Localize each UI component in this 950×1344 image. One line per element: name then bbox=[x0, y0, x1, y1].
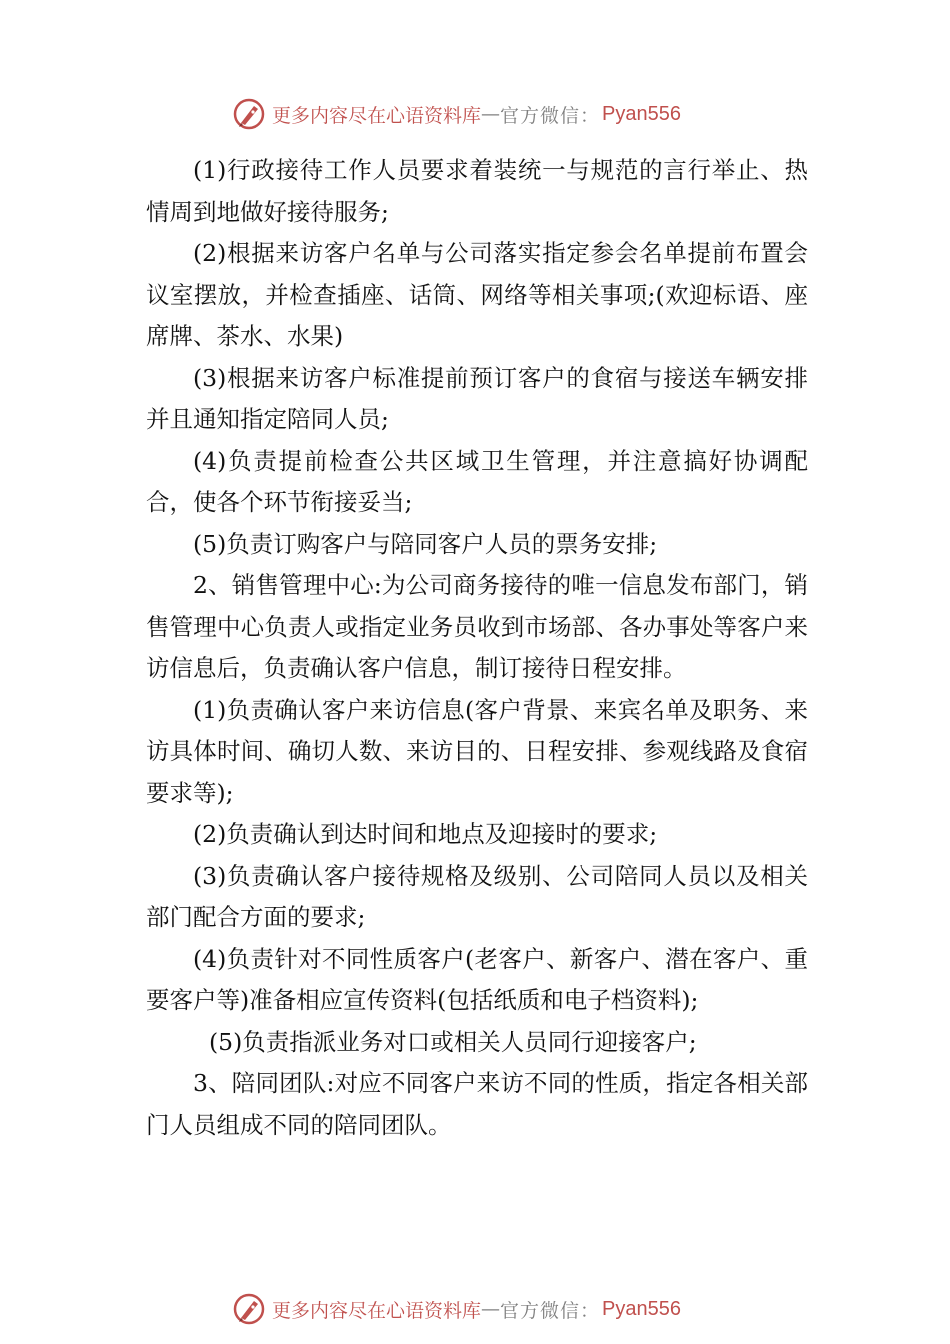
paragraph: (5)负责订购客户与陪同客户人员的票务安排; bbox=[193, 529, 658, 558]
paragraph: 3、陪同团队:对应不同客户来访不同的性质，指定各相关部门人员组成不同的陪同团队。 bbox=[146, 1069, 808, 1139]
paragraph: (3)根据来访客户标准提前预订客户的食宿与接送车辆安排并且通知指定陪同人员; bbox=[146, 363, 808, 433]
paragraph: (5)负责指派业务对口或相关人员同行迎接客户; bbox=[209, 1027, 697, 1056]
footer-separator: — bbox=[481, 1298, 501, 1320]
pen-logo-icon bbox=[232, 1292, 266, 1326]
paragraph: (4)负责针对不同性质客户(老客户、新客户、潜在客户、重要客户等)准备相应宣传资料(包括纸质和电子档资料); bbox=[146, 944, 808, 1014]
paragraph: (2)负责确认到达时间和地点及迎接时的要求; bbox=[193, 820, 658, 848]
footer-wechat-id: Pyan556 bbox=[602, 1297, 681, 1320]
paragraph: (2)根据来访客户名单与公司落实指定参会名单提前布置会议室摆放，并检查插座、话筒、网络等相关事项;(欢迎标语、座席牌、茶水、水果) bbox=[146, 239, 808, 350]
footer-brand-text: 更多内容尽在心语资料库 bbox=[272, 1299, 482, 1322]
header-separator: — bbox=[481, 103, 501, 125]
pen-logo-icon bbox=[232, 97, 266, 131]
footer-banner bbox=[232, 1291, 681, 1327]
paragraph: (1)行政接待工作人员要求着装统一与规范的言行举止、热情周到地做好接待服务; bbox=[146, 156, 808, 226]
document-body bbox=[146, 150, 808, 1146]
paragraph: (3)负责确认客户接待规格及级别、公司陪同人员以及相关部门配合方面的要求; bbox=[146, 861, 808, 931]
paragraph: 2、销售管理中心:为公司商务接待的唯一信息发布部门，销售管理中心负责人或指定业务员收到市场部、各办事处等客户来访信息后，负责确认客户信息，制订接待日程安排。 bbox=[146, 571, 808, 682]
paragraph: (1)负责确认客户来访信息(客户背景、来宾名单及职务、来访具体时间、确切人数、来访目的、日程安排、参观线路及食宿要求等); bbox=[146, 695, 808, 807]
header-official-label: 官方微信： bbox=[500, 104, 601, 127]
header-wechat-id: Pyan556 bbox=[602, 102, 681, 125]
paragraph: (4)负责提前检查公共区域卫生管理，并注意搞好协调配合，使各个环节衔接妥当; bbox=[146, 446, 808, 516]
header-brand-text: 更多内容尽在心语资料库 bbox=[272, 104, 482, 127]
footer-official-label: 官方微信： bbox=[500, 1299, 601, 1322]
header-banner bbox=[232, 96, 681, 132]
